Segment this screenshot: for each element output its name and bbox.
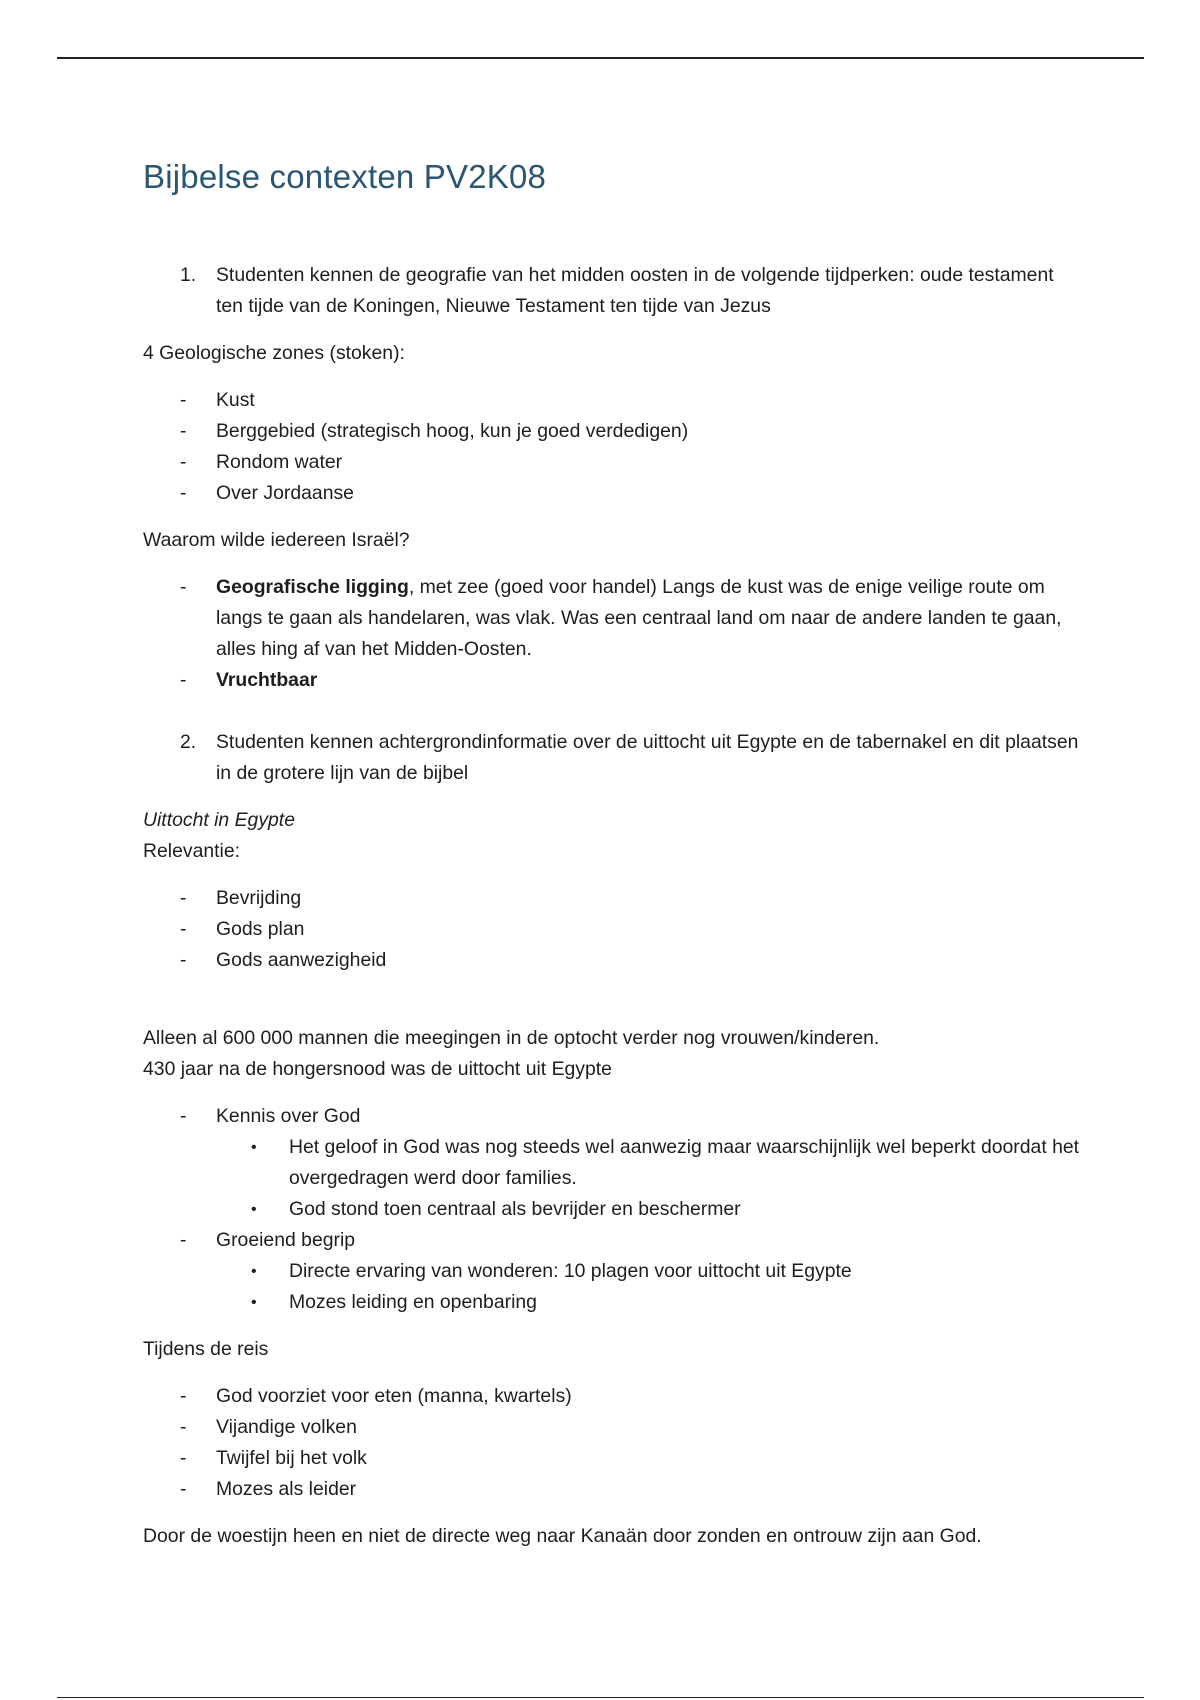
dash-marker: - bbox=[180, 1478, 187, 1500]
dash-marker: - bbox=[180, 949, 187, 971]
list-item-text: Het geloof in God was nog steeds wel aanwezig maar waarschijnlijk wel beperkt doordat het overgedragen werd door families. bbox=[289, 1136, 1080, 1189]
dash-marker: - bbox=[180, 918, 187, 940]
list-item bbox=[143, 1101, 1083, 1132]
list-item-text: Kennis over God bbox=[216, 1105, 361, 1127]
why-heading: Waarom wilde iedereen Israël? bbox=[143, 529, 410, 551]
relevance-list bbox=[143, 883, 1083, 976]
list-item-text: Berggebied (strategisch hoog, kun je goed verdedigen) bbox=[216, 420, 689, 442]
list-item bbox=[143, 447, 1083, 478]
list-item bbox=[216, 1287, 1083, 1318]
list-item bbox=[143, 1474, 1083, 1505]
dash-marker: - bbox=[180, 576, 187, 598]
learning-goal-2-text: Studenten kennen achtergrondinformatie over de uittocht uit Egypte en de tabernakel en dit plaatsen in de grotere lijn van de bijbel bbox=[216, 731, 1079, 784]
list-item bbox=[216, 1256, 1083, 1287]
dash-marker: - bbox=[180, 1416, 187, 1438]
list-item-text: Vijandige volken bbox=[216, 1416, 357, 1438]
list-item bbox=[143, 478, 1083, 509]
learning-goal-1 bbox=[143, 260, 1083, 322]
list-item-text: Gods plan bbox=[216, 918, 305, 940]
header-rule bbox=[57, 57, 1144, 59]
growing-sub-list bbox=[216, 1256, 1083, 1318]
paragraph-430-years: 430 jaar na de hongersnood was de uittocht uit Egypte bbox=[143, 1058, 612, 1080]
list-item bbox=[143, 385, 1083, 416]
list-item bbox=[143, 665, 1083, 696]
dash-marker: - bbox=[180, 1385, 187, 1407]
exodus-heading-text: Uittocht in Egypte bbox=[143, 809, 295, 831]
dash-marker: - bbox=[180, 887, 187, 909]
exodus-heading bbox=[143, 805, 1083, 836]
list-item bbox=[143, 1443, 1083, 1474]
sub-list-container bbox=[143, 1132, 1083, 1225]
closing-paragraph: Door de woestijn heen en niet de directe weg naar Kanaän door zonden en ontrouw zijn aan God. bbox=[143, 1525, 982, 1547]
list-item-text: Bevrijding bbox=[216, 887, 302, 909]
list-item-text: Over Jordaanse bbox=[216, 482, 354, 504]
learning-goal-1-item bbox=[143, 260, 1083, 322]
dash-marker: - bbox=[180, 482, 187, 504]
knowledge-sub-list bbox=[216, 1132, 1083, 1225]
footer-rule bbox=[57, 1697, 1144, 1698]
learning-goal-2-item bbox=[143, 727, 1083, 789]
list-item-text: Twijfel bij het volk bbox=[216, 1447, 367, 1469]
list-item bbox=[143, 914, 1083, 945]
list-item bbox=[143, 945, 1083, 976]
why-list bbox=[143, 572, 1083, 696]
list-item-text: Groeiend begrip bbox=[216, 1229, 356, 1251]
list-item bbox=[143, 572, 1083, 665]
dash-marker: - bbox=[180, 669, 187, 691]
dash-marker: - bbox=[180, 1447, 187, 1469]
list-item-text: Directe ervaring van wonderen: 10 plagen voor uittocht uit Egypte bbox=[289, 1260, 852, 1282]
list-number: 1. bbox=[180, 264, 197, 286]
list-item bbox=[216, 1132, 1083, 1194]
learning-goal-1-text: Studenten kennen de geografie van het midden oosten in de volgende tijdperken: oude testament ten tijde van de Koningen, Nieuwe Testament ten tijde van Jezus bbox=[216, 264, 1054, 317]
list-item-text: Kust bbox=[216, 389, 255, 411]
dash-marker: - bbox=[180, 389, 187, 411]
list-item-text: Mozes als leider bbox=[216, 1478, 357, 1500]
journey-list bbox=[143, 1381, 1083, 1505]
list-item bbox=[143, 1225, 1083, 1256]
bold-term: Geografische ligging bbox=[216, 576, 409, 598]
list-item bbox=[143, 416, 1083, 447]
spacer bbox=[143, 992, 1083, 1023]
relevance-heading: Relevantie: bbox=[143, 840, 241, 862]
bullet-marker: • bbox=[251, 1139, 257, 1156]
list-item-text: God stond toen centraal als bevrijder en beschermer bbox=[289, 1198, 741, 1220]
spacer bbox=[143, 696, 1083, 727]
zones-list bbox=[143, 385, 1083, 509]
list-item-text: Rondom water bbox=[216, 451, 343, 473]
bullet-marker: • bbox=[251, 1263, 257, 1280]
list-item bbox=[216, 1194, 1083, 1225]
list-item bbox=[143, 1412, 1083, 1443]
zones-heading: 4 Geologische zones (stoken): bbox=[143, 342, 405, 364]
paragraph-men-count: Alleen al 600 000 mannen die meegingen in de optocht verder nog vrouwen/kinderen. bbox=[143, 1027, 880, 1049]
list-item bbox=[143, 1381, 1083, 1412]
dash-marker: - bbox=[180, 1229, 187, 1251]
document-page bbox=[143, 150, 1083, 1568]
document-title: Bijbelse contexten PV2K08 bbox=[143, 158, 547, 195]
learning-goal-2 bbox=[143, 727, 1083, 789]
journey-heading: Tijdens de reis bbox=[143, 1338, 269, 1360]
dash-marker: - bbox=[180, 451, 187, 473]
dash-marker: - bbox=[180, 420, 187, 442]
bullet-marker: • bbox=[251, 1294, 257, 1311]
bullet-marker: • bbox=[251, 1201, 257, 1218]
list-item-text: Mozes leiding en openbaring bbox=[289, 1291, 537, 1313]
knowledge-list bbox=[143, 1101, 1083, 1318]
bold-term: Vruchtbaar bbox=[216, 669, 318, 691]
list-item-text: Gods aanwezigheid bbox=[216, 949, 387, 971]
list-item-text: , met zee (goed voor handel) Langs de kust was de enige veilige route om langs te gaan als handelaren, was vlak. Was een centraal land om naar de andere landen te gaan, alles hing af van het Midden-Oosten. bbox=[216, 576, 1062, 660]
sub-list-container bbox=[143, 1256, 1083, 1318]
dash-marker: - bbox=[180, 1105, 187, 1127]
list-number: 2. bbox=[180, 731, 197, 753]
list-item bbox=[143, 883, 1083, 914]
list-item-text: God voorziet voor eten (manna, kwartels) bbox=[216, 1385, 572, 1407]
